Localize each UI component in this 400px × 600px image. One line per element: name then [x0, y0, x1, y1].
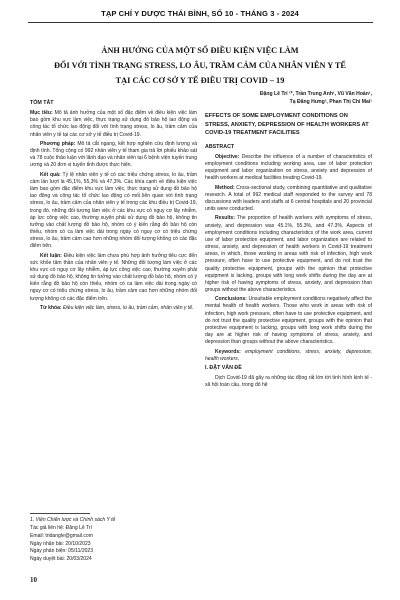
author-line: Đặng Lê Trí ¹*, Trần Trung Anh¹, Vũ Văn Hoàn¹, — [259, 91, 372, 97]
footnote-rule — [30, 513, 90, 514]
footnote — [30, 513, 197, 564]
page-number: 10 — [30, 576, 37, 584]
en-objective-text: Describe the influence of a number of characteristics of employment conditions including working area, use of labor protection equipment and labor organization on stress, anxiety and depression of health workers at medical facilities treating Covid-19. — [205, 153, 372, 182]
objective-label: Mục tiêu: — [30, 110, 53, 117]
title-line: ẢNH HƯỞNG CỦA MỘT SỐ ĐIỀU KIỆN VIỆC LÀM — [101, 46, 299, 55]
en-method-text: Cross-sectional study, combining quantitative and qualitative research. A total of 992 medical staff responded to the survey and 78 discussions with leaders and staffs at 6 central hospitals and 20 provincial units were conducted. — [205, 184, 372, 213]
title-line: ĐỐI VỚI TÌNH TRẠNG STRESS, LO ÂU, TRẦM CẢM CỦA NHÂN VIÊN Y TẾ — [54, 61, 346, 70]
keywords-paragraph — [30, 305, 197, 312]
en-method-paragraph — [205, 185, 372, 214]
results-paragraph — [30, 172, 197, 251]
left-column — [30, 100, 197, 314]
abstract-heading: ABSTRACT — [205, 143, 235, 150]
en-objective-label: Objective: — [215, 153, 240, 160]
right-column — [205, 90, 372, 392]
english-title: EFFECTS OF SOME EMPLOYMENT CONDITIONS ON STRESS, ANXIETY, DEPRESSION OF HEALTH WORKERS AT COVID-19 TREATMENT FACILITIES — [205, 113, 369, 137]
en-keywords-label: Keywords: — [215, 348, 241, 355]
article-title — [30, 43, 370, 88]
reviewed-date: Ngày phản biện: 05/11/2023 — [30, 548, 94, 555]
author-line: Tạ Đăng Hưng², Phan Thị Chi Mai¹ — [289, 99, 372, 106]
received-date: Ngày nhận bài: 20/10/2023 — [30, 540, 91, 547]
conclusion-text: Điều kiện việc làm chưa phù hợp ảnh hưởng tiêu cực đến sức khỏe tâm thần của nhân viên y tế. Những đối tượng làm việc ở các khu vực có nguy cơ lây nhiễm, áp lực công việc cao, thường xuyên phải sử dụng đồ bảo hộ, không tin tưởng vào chất lượng đồ bảo hộ, nhóm có ý kiến rằng đồ bảo hộ còn thiếu, nhóm có ca làm việc dài trong ngày có nguy cơ có triệu chứng stress, lo âu, trầm cảm cao hơn những nhóm đối tượng không có các đặc điểm trên. — [30, 252, 197, 302]
journal-header: TẠP CHÍ Y DƯỢC THÁI BÌNH, SỐ 10 - THÁNG 3 - 2024 — [101, 9, 299, 18]
section-heading: I. ĐẶT VẤN ĐỀ — [205, 365, 242, 372]
title-line: TẠI CÁC CƠ SỞ Y TẾ ĐIỀU TRỊ COVID – 19 — [115, 76, 285, 85]
keywords-text: Điều kiện việc làm, stress, lo âu, trầm cảm, nhân viên y tế. — [63, 304, 194, 311]
en-conclusions-label: Conclusions: — [215, 296, 247, 303]
en-method-label: Method: — [215, 184, 235, 191]
email: Email: tridangle@gmail.com — [30, 532, 93, 539]
accepted-date: Ngày duyệt bài: 20/03/2024 — [30, 556, 92, 563]
en-conclusions-paragraph — [205, 296, 372, 346]
en-results-text: The proportion of health workers with symptoms of stress, anxiety, and depression was 45.1%, 55.3%, and 47.3%. Aspects of employment conditions including characteristics of the work area, current use of labor protection equipment, and labor organization are related to stress, anxiety, and depression of health workers in Covid-19 treatment areas, in which, those working in areas with risk of infection, high work pressure, often have to use protective equipment, and do not trust the quality protective equipment, groups with the opinion that protective equipment is lacking, groups with long work shifts during the day are at higher risk of having symptoms of stress, anxiety, and depression than groups without the above characteristics. — [205, 215, 372, 293]
results-label: Kết quả: — [40, 171, 61, 178]
summary-heading: TÓM TẮT — [30, 100, 54, 106]
section-text: Dịch Covid-19 đã gây ra những tác động rất lớn tới tình hình kinh tế - xã hội toàn cầu, trong đó hệ — [205, 375, 372, 389]
author-list — [205, 90, 372, 106]
en-conclusions-text: Unsuitable employment conditions negatively affect the mental health of health workers. Those who work in areas with risk of infection, high work pressure, often have to use protective equipment, and do not trust the quality protective equipment, groups with the opinion that protective equipment is lacking, groups with long work shifts during the day are at higher risk of having symptoms of stress, anxiety, and depression than groups without the above characteristics. — [205, 296, 372, 346]
methods-label: Phương pháp: — [40, 140, 76, 147]
results-text: Tỷ lệ nhân viên y tế có các triệu chứng stress, lo âu, trầm cảm lần lượt là 45,1%, 55,3% và 47,3%. Các khía cạnh về điều kiện việc làm bao gồm đặc điểm khu vực làm việc, thực trạng sử dụng đồ bảo hộ lao động và công tác tổ chức lao động có mối liên quan với tình trạng stress, lo âu, trầm cảm của nhân viên y tế trong các khu điều trị Covid-19, trong đó, những đối tượng làm việc ở các khu vực có nguy cơ lây nhiễm, áp lực công việc cao, thường xuyên phải sử dụng đồ bảo hộ, không tin tưởng vào chất lượng đồ bảo hộ, nhóm có ý kiến rằng đồ bảo hộ còn thiếu, nhóm có ca làm việc dài trong ngày có nguy cơ có triệu chứng stress, lo âu, trầm cảm cao hơn những nhóm đối tượng không có các đặc điểm trên. — [30, 171, 197, 250]
en-keywords-text: employment conditions, stress, anxiety, depression, health workers. — [205, 348, 373, 362]
header-rule — [28, 22, 373, 23]
en-results-label: Results: — [215, 215, 235, 222]
objective-paragraph — [30, 110, 197, 139]
en-results-paragraph — [205, 215, 372, 294]
keywords-label: Từ khóa: — [40, 304, 62, 311]
conclusion-label: Kết luận: — [40, 252, 62, 259]
methods-text: Mô tả cắt ngang, kết hợp nghiên cứu định lượng và định tính. Tổng cộng có 992 nhân viên y tế tham gia trả lời phiếu khảo sát và 78 cuộc thảo luận với lãnh đạo và nhân viên tại 6 bệnh viện tuyến trung ương và 20 đơn vị tuyến tỉnh được thực hiện. — [30, 140, 198, 169]
conclusion-paragraph — [30, 253, 197, 303]
responsible-author: Tác giả liên hệ: Đặng Lê Trí — [30, 524, 92, 531]
affiliation: 1. Viện Chiến lược và Chính sách Y tế — [30, 517, 116, 523]
en-objective-paragraph — [205, 154, 372, 183]
objective-text: Mô tả ảnh hưởng của một số đặc điểm về điều kiện việc làm bao gồm khu vực làm việc, thực trạng sử dụng đồ bảo hộ lao động và công tác tổ chức lao động đối với tình trạng stress, lo âu, trầm cảm của nhân viên y tế tại các cơ sở y tế điều trị Covid-19. — [30, 110, 198, 138]
methods-paragraph — [30, 141, 197, 170]
en-keywords-paragraph — [205, 349, 372, 363]
